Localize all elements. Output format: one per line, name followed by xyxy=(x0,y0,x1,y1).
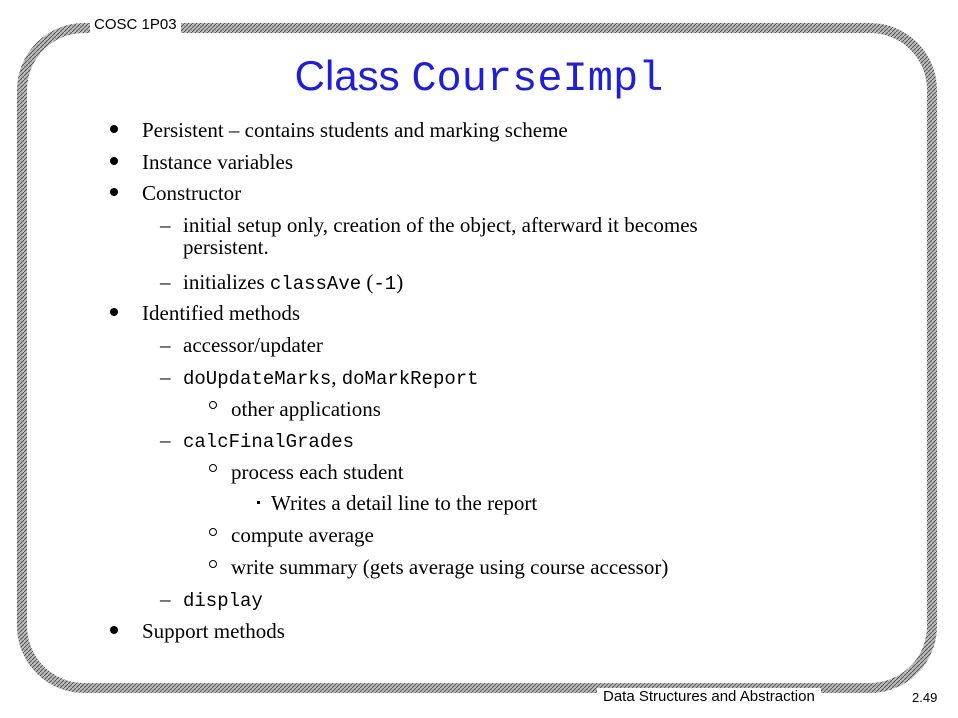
classave-code: classAve xyxy=(269,273,362,295)
sub-initial-setup-line2: persistent. xyxy=(183,235,269,259)
bullet-identified-methods: Identified methods xyxy=(142,301,301,325)
dash-marker: – xyxy=(160,365,171,389)
sub-accessor-updater: accessor/updater xyxy=(183,333,323,357)
bullet-dot xyxy=(110,125,118,133)
display-code: display xyxy=(183,590,263,612)
bullet-dot xyxy=(110,626,118,634)
paren-close: ) xyxy=(396,270,404,294)
initial-value-code: -1 xyxy=(373,273,397,295)
sub-do-methods xyxy=(183,365,479,391)
dash-marker: – xyxy=(160,587,171,611)
course-code: COSC 1P03 xyxy=(90,16,181,33)
ring-bullet xyxy=(209,528,217,536)
bullet-dot xyxy=(110,188,118,196)
doupdatemarks-code: doUpdateMarks xyxy=(183,368,332,390)
bullet-instance-variables: Instance variables xyxy=(142,150,294,174)
dash-marker: – xyxy=(160,428,171,452)
footer-title: Data Structures and Abstraction xyxy=(597,688,821,705)
paren-open: ( xyxy=(361,270,374,294)
dash-marker: – xyxy=(160,213,171,237)
dash-marker: – xyxy=(160,270,171,294)
sub-write-summary: write summary (gets average using course accessor) xyxy=(231,555,669,579)
bullet-persistent: Persistent – contains students and marking scheme xyxy=(142,118,568,142)
initializes-text: initializes xyxy=(183,270,270,294)
sub-calcfinalgrades xyxy=(183,428,354,454)
sub-display xyxy=(183,587,263,613)
domarkreport-code: doMarkReport xyxy=(341,368,479,390)
sub-writes-detail-line: Writes a detail line to the report xyxy=(271,491,538,515)
ring-bullet xyxy=(209,464,217,472)
page-number: 2.49 xyxy=(912,690,938,705)
slide-title xyxy=(0,52,958,103)
bullet-support-methods: Support methods xyxy=(142,619,285,643)
calcfinalgrades-code: calcFinalGrades xyxy=(183,431,355,453)
comma-separator: , xyxy=(331,365,342,389)
sub-process-each-student: process each student xyxy=(231,460,404,484)
ring-bullet xyxy=(209,401,217,409)
sub-initial-setup-line1: initial setup only, creation of the object, afterward it becomes xyxy=(183,213,698,237)
bullet-dot xyxy=(110,308,118,316)
bullet-dot xyxy=(110,157,118,165)
title-prefix: Class xyxy=(294,52,400,99)
sub-other-applications: other applications xyxy=(231,397,381,421)
square-bullet xyxy=(257,501,260,504)
title-class-name: CourseImpl xyxy=(411,55,664,103)
dash-marker: – xyxy=(160,333,171,357)
ring-bullet xyxy=(209,560,217,568)
bullet-constructor: Constructor xyxy=(142,181,242,205)
sub-initializes xyxy=(183,270,403,296)
sub-compute-average: compute average xyxy=(231,523,374,547)
